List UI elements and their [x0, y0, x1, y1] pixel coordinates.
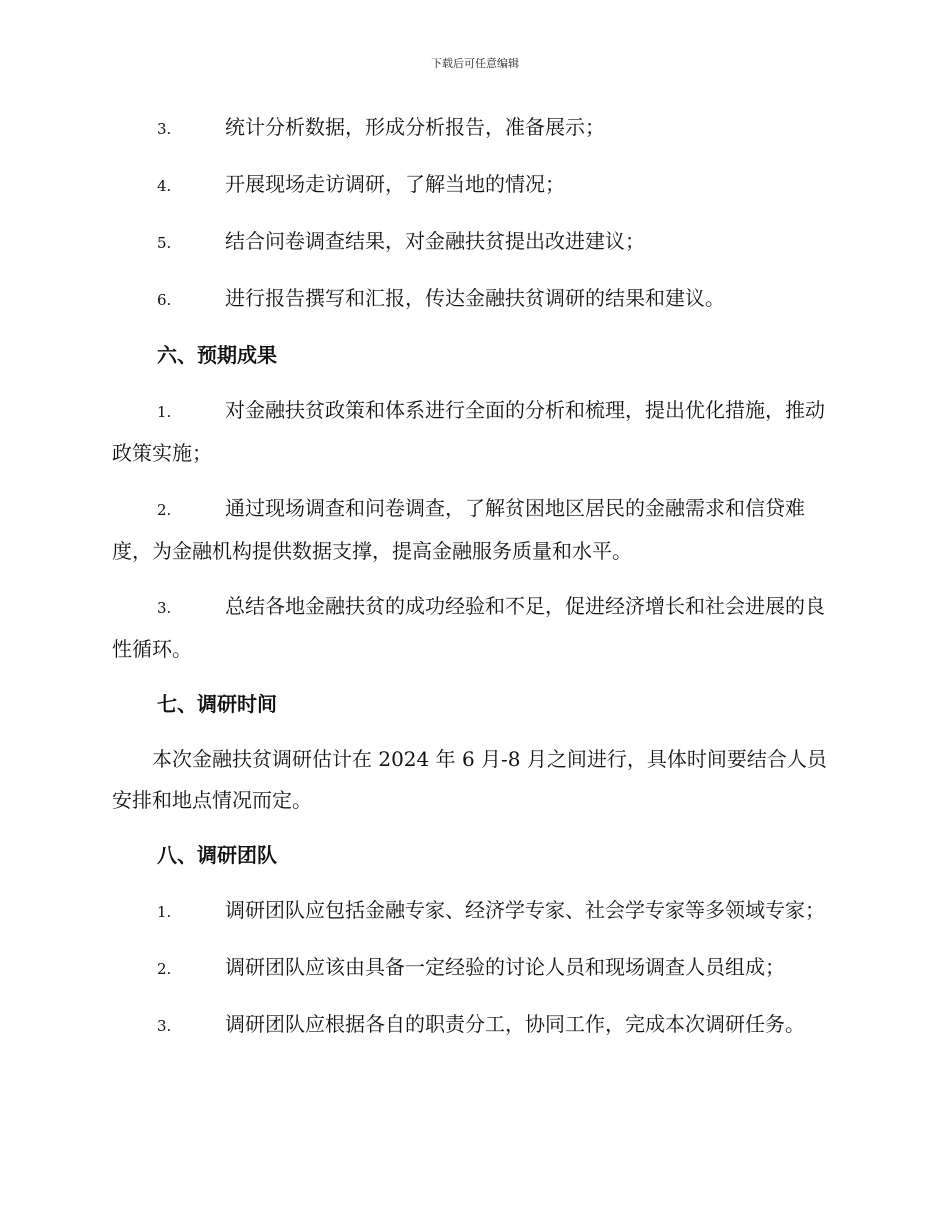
item-number: 1. [157, 903, 172, 921]
list-item [112, 107, 837, 150]
item-number: 6. [157, 291, 172, 309]
list-item [112, 586, 837, 670]
section-heading: 七、调研时间 [157, 692, 277, 716]
item-number: 2. [157, 960, 172, 978]
item-text: 调研团队应包括金融专家、经济学专家、社会学专家等多领域专家； [225, 898, 825, 922]
list-item [112, 390, 837, 474]
header-note: 下载后可任意编辑 [431, 57, 519, 70]
item-number: 3. [157, 1017, 172, 1035]
list-item [112, 278, 837, 321]
list-item [112, 947, 837, 990]
item-number: 2. [157, 501, 172, 519]
item-text: 总结各地金融扶贫的成功经验和不足，促进经济增长和社会进展的良性循环。 [112, 594, 825, 661]
document-body [112, 107, 837, 1061]
item-number: 3. [157, 599, 172, 617]
item-text: 统计分析数据，形成分析报告，准备展示； [225, 115, 605, 139]
item-text: 结合问卷调查结果，对金融扶贫提出改进建议； [225, 229, 645, 253]
section-heading: 六、预期成果 [157, 343, 277, 367]
item-number: 4. [157, 177, 172, 195]
item-text: 调研团队应根据各自的职责分工，协同工作，完成本次调研任务。 [225, 1012, 805, 1036]
item-text: 开展现场走访调研，了解当地的情况； [225, 172, 565, 196]
list-item [112, 890, 837, 933]
item-number: 3. [157, 120, 172, 138]
list-item [112, 164, 837, 207]
item-number: 1. [157, 403, 172, 421]
item-text: 通过现场调查和问卷调查，了解贫困地区居民的金融需求和信贷难度，为金融机构提供数据支撑，提高金融服务质量和水平。 [112, 496, 805, 563]
paragraph: 本次金融扶贫调研估计在 2024 年 6 月-8 月之间进行，具体时间要结合人员安排和地点情况而定。 [112, 747, 827, 812]
item-text: 进行报告撰写和汇报，传达金融扶贫调研的结果和建议。 [225, 286, 725, 310]
list-item [112, 221, 837, 264]
item-number: 5. [157, 234, 172, 252]
list-item [112, 488, 837, 572]
item-text: 调研团队应该由具备一定经验的讨论人员和现场调查人员组成； [225, 955, 785, 979]
list-item [112, 1004, 837, 1047]
item-text: 对金融扶贫政策和体系进行全面的分析和梳理，提出优化措施，推动政策实施； [112, 398, 825, 465]
section-heading: 八、调研团队 [157, 843, 277, 867]
